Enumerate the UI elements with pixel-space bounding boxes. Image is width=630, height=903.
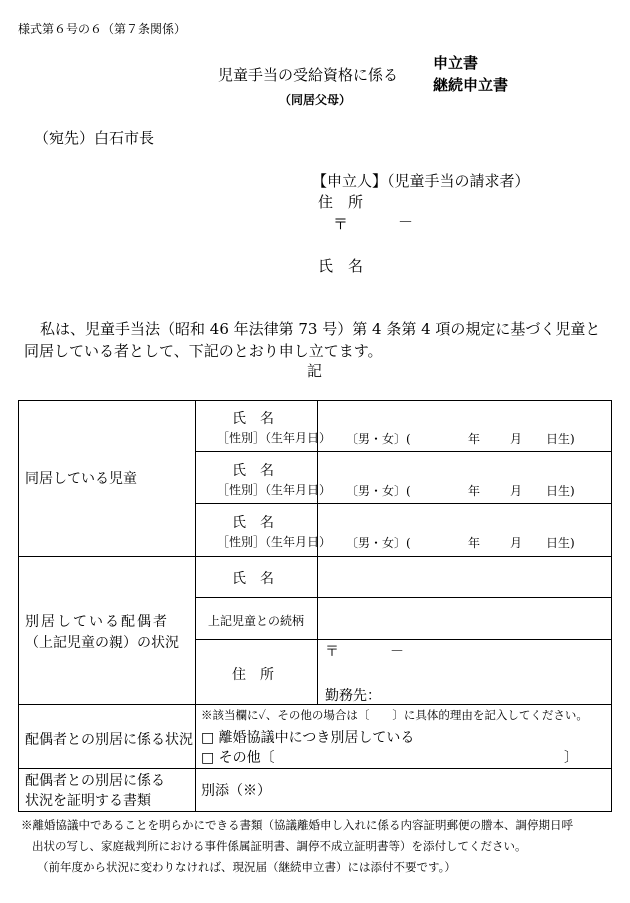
title-option-continuation: 継続申立書 bbox=[433, 76, 509, 94]
child-1-month: 月 bbox=[510, 432, 523, 446]
applicant-postal-mark: 〒 bbox=[333, 215, 349, 233]
child-2-month: 月 bbox=[510, 484, 523, 498]
child-2-year: 年 bbox=[468, 484, 481, 498]
applicant-postal-dash: － bbox=[398, 213, 414, 231]
spouse-address-label: 住 所 bbox=[232, 667, 274, 683]
applicant-name-label: 氏 名 bbox=[318, 257, 364, 275]
child-3-sub-label: ［性別］（生年月日） bbox=[217, 535, 332, 549]
spouse-postal-dash: － bbox=[390, 644, 404, 660]
child-1-sub-label: ［性別］（生年月日） bbox=[217, 431, 332, 445]
addressee: （宛先）白石市長 bbox=[34, 129, 155, 147]
ki-mark: 記 bbox=[307, 362, 323, 380]
child-2-name-label: 氏 名 bbox=[232, 463, 274, 479]
applicant-header: 【申立人】（児童手当の請求者） bbox=[312, 172, 530, 190]
spouse-relation-label: 上記児童との続柄 bbox=[208, 614, 305, 628]
proof-label-line2: 状況を証明する書類 bbox=[25, 793, 151, 809]
spouse-workplace-label: 勤務先： bbox=[325, 688, 381, 704]
title-option-application: 申立書 bbox=[433, 54, 479, 72]
form-subtitle: （同居父母） bbox=[279, 93, 352, 107]
form-number: 様式第６号の６（第７条関係） bbox=[18, 22, 187, 36]
applicant-address-label: 住 所 bbox=[318, 193, 364, 211]
form-title: 児童手当の受給資格に係る bbox=[218, 66, 399, 84]
proof-value: 別添（※） bbox=[201, 783, 271, 799]
child-2-gender: 〔男・女〕( bbox=[346, 484, 411, 498]
footnote-1: ※離婚協議中であることを明らかにできる書類（協議離婚申し入れに係る内容証明郵便の謄本、調停期日呼 bbox=[21, 818, 573, 832]
footnote-3: （前年度から状況に変わりなければ、現況届（継続申立書）には添付不要です。） bbox=[37, 860, 456, 874]
child-2-sub-label: ［性別］（生年月日） bbox=[217, 483, 332, 497]
option-other: □ その他〔 bbox=[201, 750, 275, 766]
spouse-postal-mark: 〒 bbox=[325, 644, 339, 660]
spouse-label-line2: （上記児童の親）の状況 bbox=[25, 635, 179, 651]
child-1-gender: 〔男・女〕( bbox=[346, 432, 411, 446]
situation-note: ※該当欄に✓、その他の場合は〔 〕に具体的理由を記入してください。 bbox=[201, 708, 588, 722]
child-3-name-label: 氏 名 bbox=[232, 515, 274, 531]
option-divorce-negotiation: □ 離婚協議中につき別居している bbox=[201, 730, 415, 746]
child-3-day: 日生) bbox=[546, 536, 575, 550]
child-1-name-label: 氏 名 bbox=[232, 411, 274, 427]
situation-label: 配偶者との別居に係る状況 bbox=[25, 732, 193, 748]
info-table bbox=[18, 400, 612, 812]
proof-label-line1: 配偶者との別居に係る bbox=[25, 773, 165, 789]
statement-line-1: 私は、児童手当法（昭和 46 年法律第 73 号）第 4 条第 4 項の規定に基づく児童と bbox=[40, 320, 601, 338]
child-1-day: 日生) bbox=[546, 432, 575, 446]
spouse-name-label: 氏 名 bbox=[232, 571, 274, 587]
footnote-2: 出状の写し、家庭裁判所における事件係属証明書、調停不成立証明書等）を添付してください。 bbox=[32, 839, 527, 853]
statement-line-2: 同居している者として、下記のとおり申し立てます。 bbox=[24, 342, 383, 360]
child-1-year: 年 bbox=[468, 432, 481, 446]
child-3-month: 月 bbox=[510, 536, 523, 550]
child-3-gender: 〔男・女〕( bbox=[346, 536, 411, 550]
spouse-label-line1: 別居している配偶者 bbox=[25, 614, 169, 630]
children-label: 同居している児童 bbox=[25, 471, 137, 487]
child-2-day: 日生) bbox=[546, 484, 575, 498]
child-3-year: 年 bbox=[468, 536, 481, 550]
option-other-close: 〕 bbox=[564, 750, 578, 766]
